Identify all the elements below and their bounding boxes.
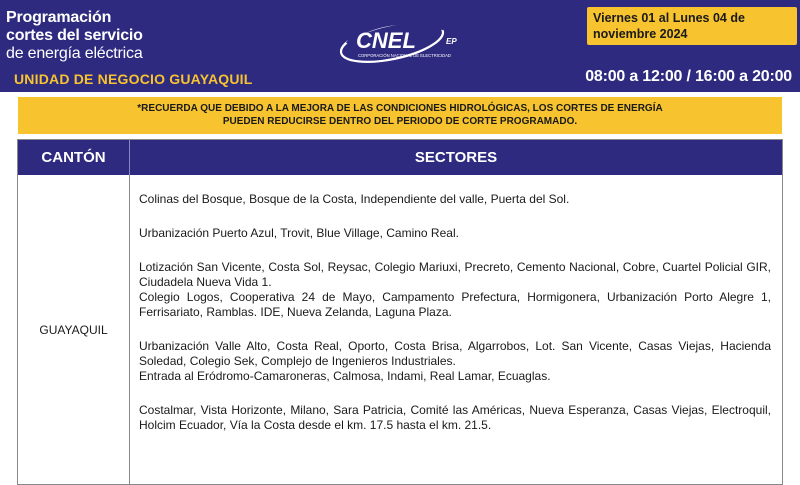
date-line-2: noviembre 2024 <box>593 27 688 41</box>
sector-group: Colegio Logos, Cooperativa 24 de Mayo, Campamento Prefectura, Hormigonera, Urbanización Porto Alegre 1, Ferrisariato, Ramblas. IDE, Nueva Zelanda, Laguna Plaza. <box>139 290 771 319</box>
table-header-row <box>18 140 782 175</box>
title-line-3: de energía eléctrica <box>6 45 143 62</box>
business-unit-label: UNIDAD DE NEGOCIO GUAYAQUIL <box>14 71 253 87</box>
notice-line-1: *RECUERDA QUE DEBIDO A LA MEJORA DE LAS CONDICIONES HIDROLÓGICAS, LOS CORTES DE ENERGÍA <box>137 103 663 114</box>
date-line-1: Viernes 01 al Lunes 04 de <box>593 11 745 25</box>
title-line-2: cortes del servicio <box>6 27 143 44</box>
outage-table <box>17 139 783 485</box>
time-range: 08:00 a 12:00 / 16:00 a 20:00 <box>585 68 792 85</box>
header-banner <box>0 0 800 92</box>
canton-cell: GUAYAQUIL <box>39 323 108 337</box>
logo-suffix: EP <box>446 37 457 46</box>
logo-text: CNEL <box>356 28 416 53</box>
sector-group: Lotización San Vicente, Costa Sol, Reysac, Colegio Mariuxi, Precreto, Cemento Nacional, Cobre, Cuartel Policial GIR, Ciudadela Nueva Vida 1. <box>139 260 771 289</box>
sector-group: Costalmar, Vista Horizonte, Milano, Sara Patricia, Comité las Américas, Nueva Esperanza, Casas Viejas, Electroquil, Holcim Ecuador, Vía la Costa desde el km. 17.5 hasta el km. 21.5. <box>139 403 771 432</box>
logo-subtitle: CORPORACIÓN NACIONAL DE ELECTRICIDAD <box>358 53 451 58</box>
header-sectores: SECTORES <box>414 149 498 166</box>
title-line-1: Programación <box>6 9 112 26</box>
notice-line-2: PUEDEN REDUCIRSE DENTRO DEL PERIODO DE CORTE PROGRAMADO. <box>222 116 578 127</box>
date-range-box <box>587 7 797 45</box>
sector-group: Entrada al Eródromo-Camaroneras, Calmosa, Indami, Real Lamar, Ecuaglas. <box>139 369 551 383</box>
sector-group: Urbanización Puerto Azul, Trovit, Blue Village, Camino Real. <box>139 226 459 240</box>
column-divider <box>129 175 130 485</box>
notice-banner <box>18 97 782 134</box>
header-canton: CANTÓN <box>18 140 130 175</box>
sector-group: Urbanización Valle Alto, Costa Real, Oporto, Costa Brisa, Algarrobos, Lot. San Vicente, Casas Viejas, Hacienda Soledad, Colegio Sek, Complejo de Ingenieros Industriales. <box>139 339 771 368</box>
cnel-logo <box>334 14 484 66</box>
sector-group: Colinas del Bosque, Bosque de la Costa, Independiente del valle, Puerta del Sol. <box>139 192 570 206</box>
sectors-cell <box>139 192 771 433</box>
